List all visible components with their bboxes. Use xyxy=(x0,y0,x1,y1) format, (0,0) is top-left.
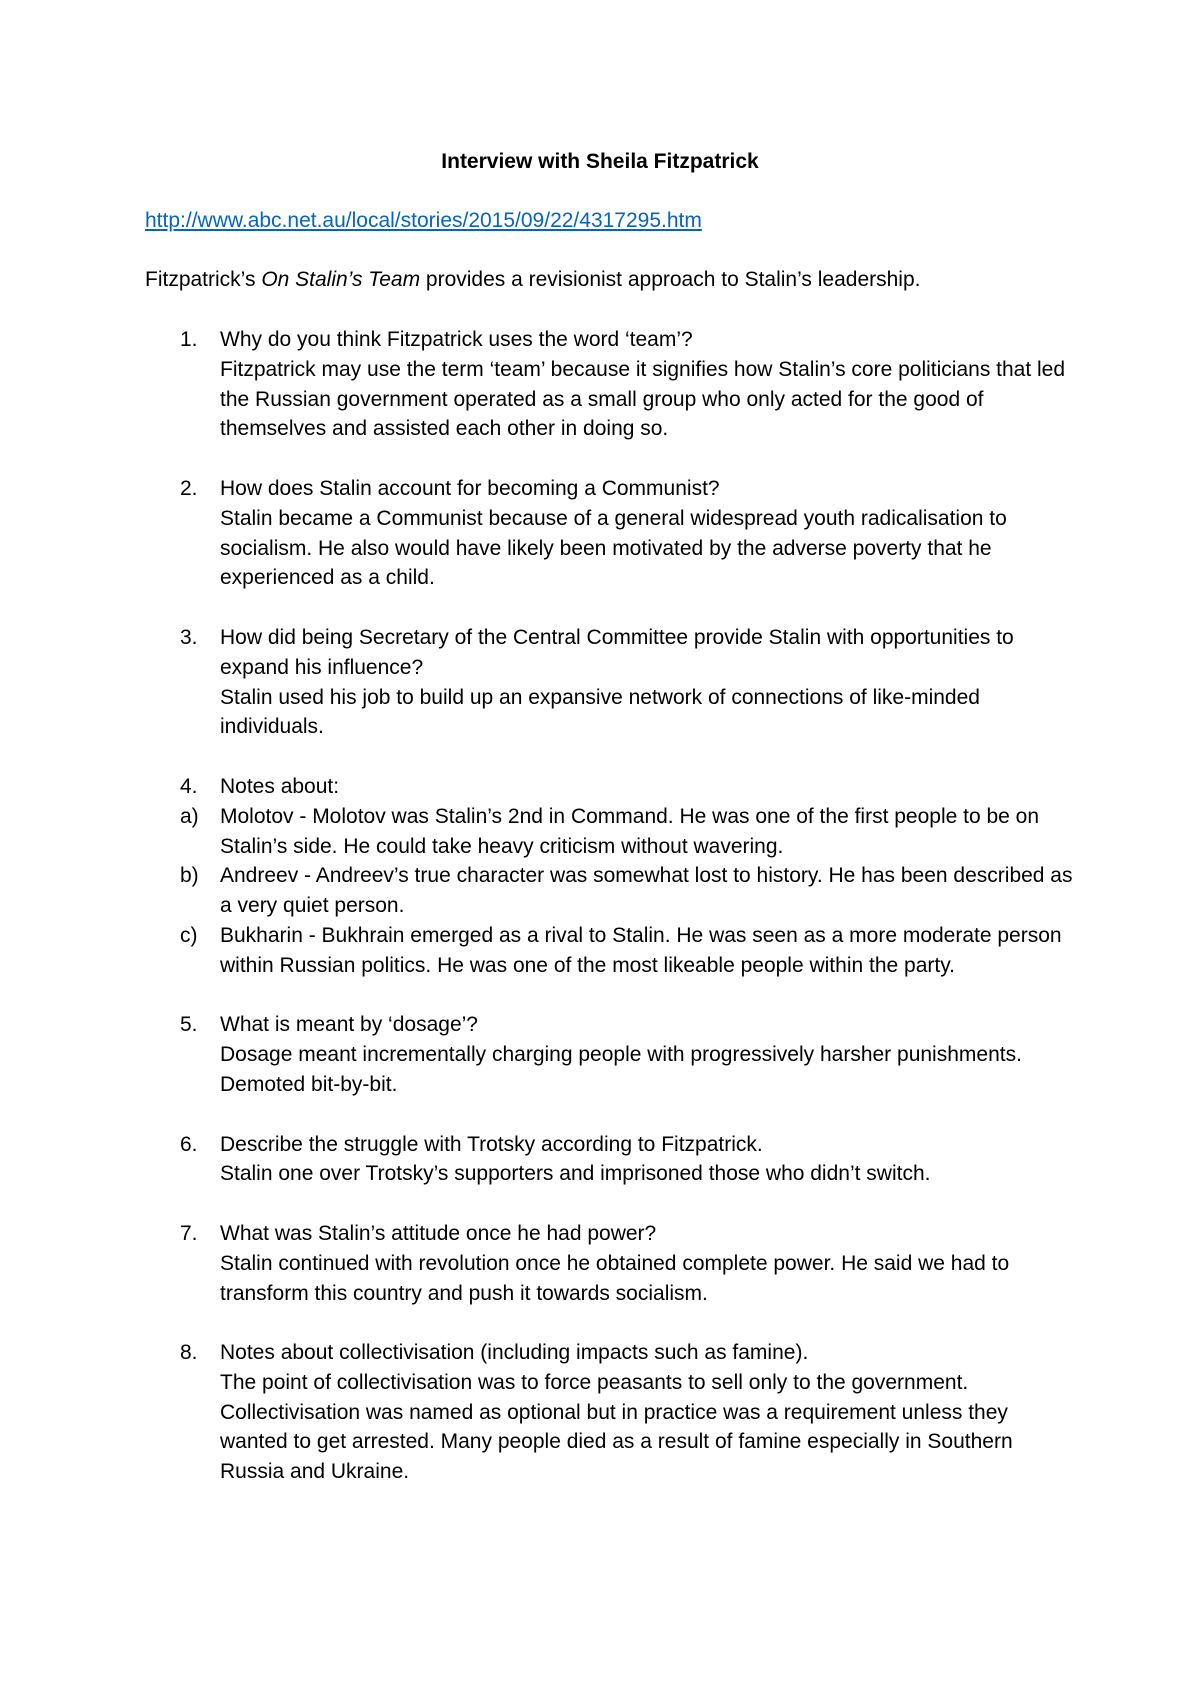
source-link[interactable]: http://www.abc.net.au/local/stories/2015/09/22/4317295.htm xyxy=(145,209,702,232)
sub-item-text: Andreev - Andreev’s true character was somewhat lost to history. He has been described as a very quiet person. xyxy=(220,864,1073,918)
intro-paragraph xyxy=(145,265,920,295)
sub-item-letter: a) xyxy=(180,804,199,828)
answer-text: Stalin used his job to build up an expansive network of connections of like-minded individuals. xyxy=(220,685,980,739)
answer-text: Dosage meant incrementally charging people with progressively harsher punishments. Demoted bit-by-bit. xyxy=(220,1043,1022,1096)
sub-item-b xyxy=(145,861,1075,921)
answer-text: Stalin one over Trotsky’s supporters and imprisoned those who didn’t switch. xyxy=(220,1162,931,1186)
question-number: 8. xyxy=(180,1341,198,1365)
question-item-2 xyxy=(145,474,1075,593)
question-item-8 xyxy=(145,1338,1075,1487)
question-item-4 xyxy=(145,772,1075,802)
intro-suffix: provides a revisionist approach to Stalin’s leadership. xyxy=(420,268,921,291)
question-text: Notes about collectivisation (including impacts such as famine). xyxy=(220,1341,809,1365)
intro-prefix: Fitzpatrick’s xyxy=(145,268,262,291)
question-number: 2. xyxy=(180,476,198,500)
sub-item-text: Bukharin - Bukhrain emerged as a rival to Stalin. He was seen as a more moderate person within Russian politics. He was one of the most likeable people within the party. xyxy=(220,923,1062,977)
question-text: How does Stalin account for becoming a Communist? xyxy=(220,476,720,500)
sub-item-c xyxy=(145,921,1075,981)
question-item-5 xyxy=(145,1010,1075,1099)
question-item-7 xyxy=(145,1219,1075,1308)
question-number: 7. xyxy=(180,1221,198,1245)
spacer xyxy=(145,981,1075,1011)
document-title: Interview with Sheila Fitzpatrick xyxy=(441,150,759,173)
question-number: 1. xyxy=(180,328,198,351)
question-item-1 xyxy=(145,325,1075,444)
question-number: 5. xyxy=(180,1013,198,1037)
question-text: Notes about: xyxy=(220,774,340,798)
question-number: 3. xyxy=(180,625,198,649)
answer-text: The point of collectivisation was to force peasants to sell only to the government. Collectivisation was named as optional but in practice was a requirement unless they wanted to get arrested. Many people died as a result of famine especially in Southern Russia and Ukraine. xyxy=(220,1370,1013,1484)
question-item-6 xyxy=(145,1130,1075,1190)
question-text: Why do you think Fitzpatrick uses the word ‘team’? xyxy=(220,328,693,351)
sub-item-letter: b) xyxy=(180,864,199,888)
question-list xyxy=(145,325,1075,1517)
sub-item-letter: c) xyxy=(180,923,198,947)
answer-text: Stalin became a Communist because of a general widespread youth radicalisation to socialism. He also would have likely been motivated by the adverse poverty that he experienced as a child. xyxy=(220,506,1007,590)
question-number: 6. xyxy=(180,1132,198,1156)
question-text: What is meant by ‘dosage’? xyxy=(220,1013,478,1037)
question-number: 4. xyxy=(180,774,198,798)
book-title: On Stalin’s Team xyxy=(261,268,421,291)
sub-item-a xyxy=(145,802,1075,862)
answer-text: Fitzpatrick may use the term ‘team’ because it signifies how Stalin’s core politicians that led the Russian government operated as a small group who only acted for the good of themselves and assisted each other in doing so. xyxy=(220,357,1066,441)
sub-item-text: Molotov - Molotov was Stalin’s 2nd in Command. He was one of the first people to be on Stalin’s side. He could take heavy criticism without wavering. xyxy=(220,804,1040,858)
question-text: How did being Secretary of the Central Committee provide Stalin with opportunities to expand his influence? xyxy=(220,625,1014,679)
question-item-3 xyxy=(145,623,1075,742)
question-text: Describe the struggle with Trotsky according to Fitzpatrick. xyxy=(220,1132,763,1156)
question-text: What was Stalin’s attitude once he had power? xyxy=(220,1221,657,1245)
answer-text: Stalin continued with revolution once he obtained complete power. He said we had to transform this country and push it towards socialism. xyxy=(220,1251,1010,1305)
